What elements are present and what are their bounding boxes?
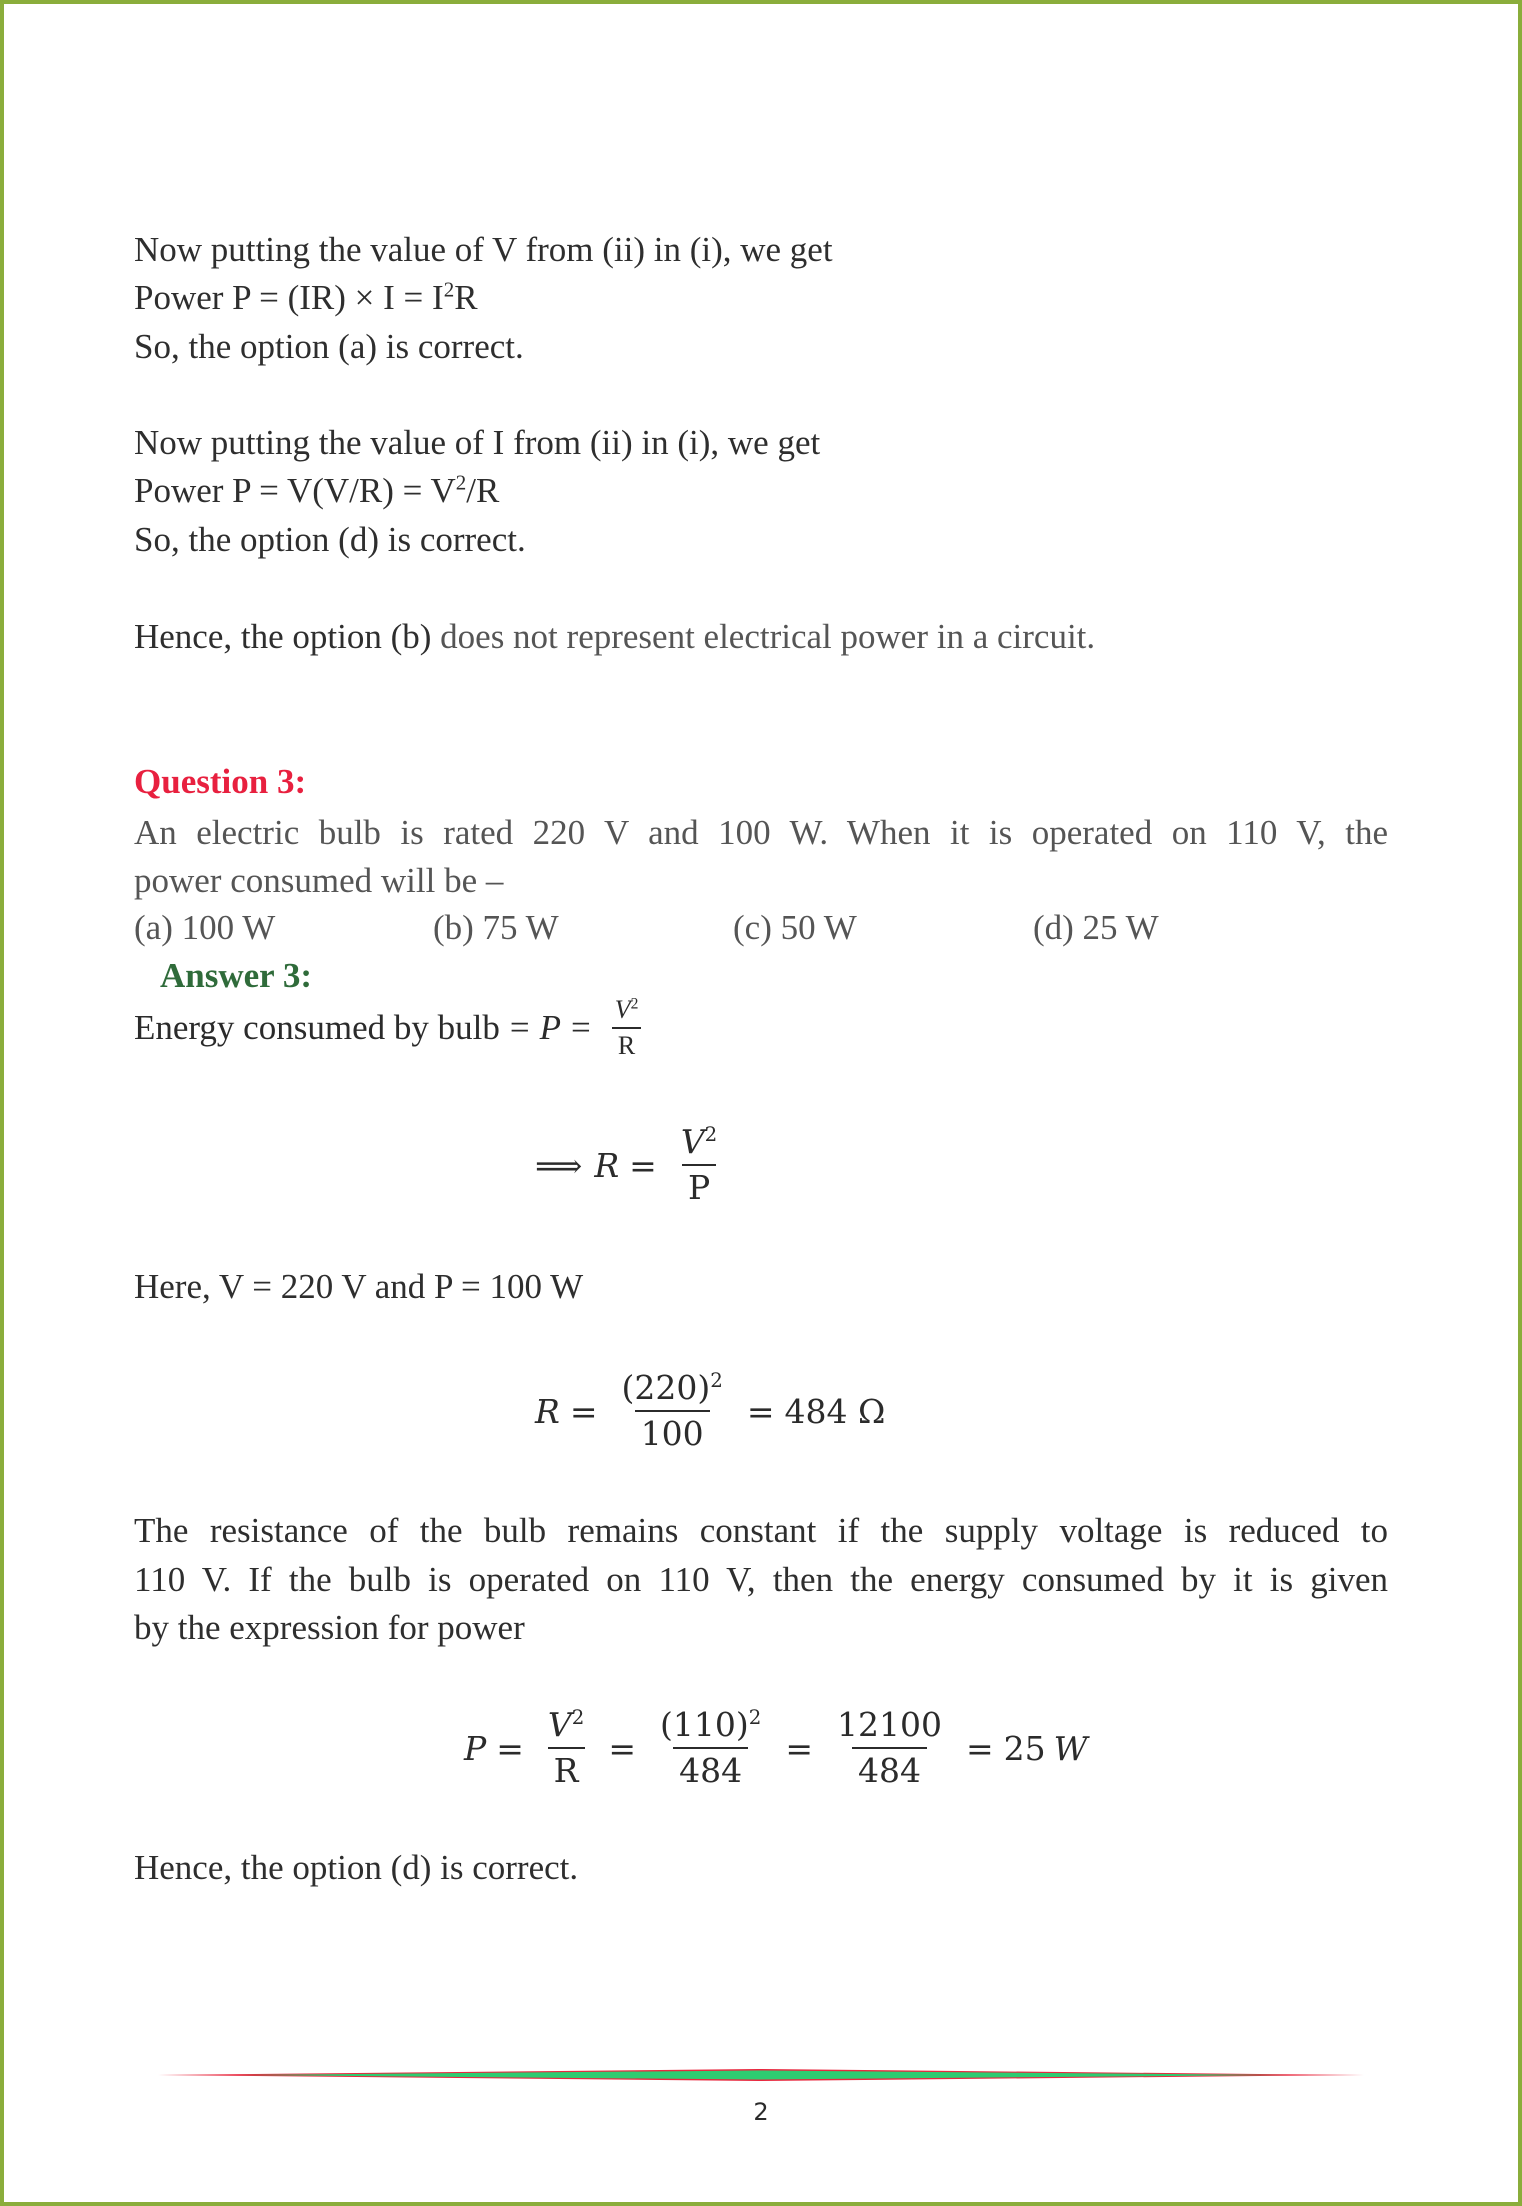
conclusion-line — [134, 613, 1095, 661]
footer-divider — [158, 2068, 1364, 2082]
variable-p: P — [464, 1728, 487, 1768]
power-formula-ir — [134, 274, 478, 322]
equation-resistance — [535, 1122, 731, 1208]
exponent: 2 — [455, 470, 467, 495]
equals-sign: = — [509, 1008, 530, 1047]
paragraph-line: The resistance of the bulb remains constant if the supply voltage is reduced to — [134, 1511, 1388, 1550]
text-line: So, the option (d) is correct. — [134, 520, 526, 559]
resistance-result: 484 Ω — [784, 1391, 886, 1431]
conclusion-text: does not represent electrical power in a circuit. — [440, 617, 1096, 656]
answer-title: Answer 3: — [160, 956, 312, 995]
equals-sign: = — [746, 1391, 775, 1431]
exponent: 2 — [443, 277, 455, 302]
numerator: $V^2$ — [614, 995, 639, 1024]
equals-sign: = — [629, 1145, 657, 1185]
fraction — [675, 1122, 723, 1208]
variable-r: R — [594, 1145, 620, 1185]
paragraph-line: 110 V. If the bulb is operated on 110 V, then the energy consumed by it is given — [134, 1560, 1388, 1599]
numerator: $V^2$ — [547, 1705, 585, 1744]
option-a: (a) 100 W — [134, 908, 276, 947]
equals-sign: = — [570, 1008, 591, 1047]
option-b: (b) 75 W — [433, 908, 559, 947]
equation-power-result — [464, 1705, 1088, 1791]
denominator: R — [612, 1027, 641, 1061]
equals-sign: = — [569, 1391, 598, 1431]
denominator: 100 — [635, 1410, 710, 1454]
formula-text: R — [454, 278, 478, 317]
fraction — [654, 1705, 767, 1791]
given-values: Here, V = 220 V and P = 100 W — [134, 1267, 584, 1306]
equation-resistance-value — [535, 1368, 885, 1454]
equals-sign: = — [608, 1728, 636, 1768]
numerator: $(220)^2$ — [621, 1368, 723, 1407]
equation-energy — [134, 995, 652, 1061]
formula-text: Power P = (IR) × I = I — [134, 278, 444, 317]
fraction — [831, 1705, 948, 1791]
power-result-value: 25 — [1003, 1728, 1046, 1768]
denominator: 484 — [673, 1747, 748, 1791]
numerator: 12100 — [836, 1705, 942, 1744]
page-number: 2 — [753, 2098, 769, 2126]
formula-text: Power P = V(V/R) = V — [134, 471, 456, 510]
text-line: Now putting the value of V from (ii) in (i), we get — [134, 230, 833, 269]
option-d: (d) 25 W — [1033, 908, 1159, 947]
denominator: R — [548, 1747, 585, 1791]
formula-text: /R — [466, 471, 500, 510]
equals-sign: = — [496, 1728, 524, 1768]
fraction — [616, 1368, 729, 1454]
equals-sign: = — [785, 1728, 813, 1768]
question-title: Question 3: — [134, 762, 307, 801]
conclusion-text: Hence, the option (b) — [134, 617, 441, 656]
power-formula-vr — [134, 467, 499, 515]
numerator: $(110)^2$ — [659, 1705, 762, 1744]
equation-label: Energy consumed by bulb — [134, 1008, 500, 1047]
equals-sign: = — [965, 1728, 994, 1768]
text-line: Now putting the value of I from (ii) in (i), we get — [134, 423, 821, 462]
question-text: power consumed will be – — [134, 861, 504, 900]
power-result-unit: W — [1053, 1728, 1088, 1768]
fraction — [609, 995, 645, 1061]
answer-conclusion: Hence, the option (d) is correct. — [134, 1848, 579, 1887]
numerator: $V^2$ — [680, 1122, 718, 1161]
implies-arrow: ⟹ — [535, 1145, 583, 1185]
text-line: So, the option (a) is correct. — [134, 327, 524, 366]
variable-r: R — [535, 1391, 560, 1431]
paragraph-line: by the expression for power — [134, 1608, 525, 1647]
fraction — [542, 1705, 590, 1791]
question-text: An electric bulb is rated 220 V and 100 W. When it is operated on 110 V, the — [134, 813, 1388, 852]
option-c: (c) 50 W — [733, 908, 857, 947]
denominator: 484 — [852, 1747, 927, 1791]
variable-p: P — [539, 1008, 561, 1047]
denominator: P — [682, 1164, 716, 1208]
